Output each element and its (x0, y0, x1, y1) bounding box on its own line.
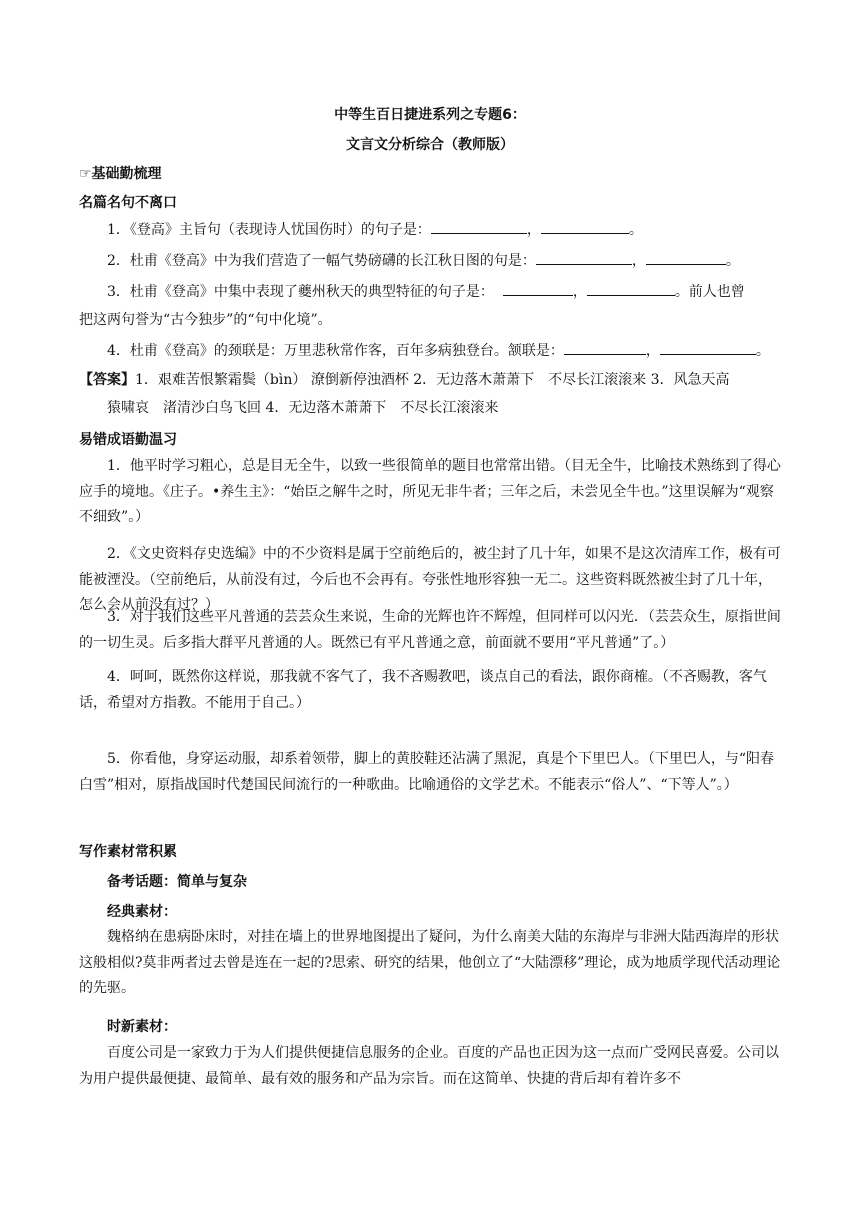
writing-topic: 备考话题：简单与复杂 (107, 874, 247, 890)
idiom-item-1: 1．他平时学习粗心，总是目无全牛，以致一些很简单的题目也常常出错。（目无全牛，比喻技术熟练到了得心应手的境地。《庄子。•养生主》：“始臣之解牛之时，所见无非牛者；三年之后，未尝见全牛也。”这里误解为“观察不细致”。） (79, 458, 781, 525)
answer-blank[interactable] (587, 281, 675, 296)
idiom-item-4: 4．呵呵，既然你这样说，那我就不客气了，我不吝赐教吧，谈点自己的看法，跟你商榷。（不吝赐教，客气话，希望对方指教。不能用于自己。） (79, 669, 767, 711)
answer-blank[interactable] (646, 250, 726, 265)
question-3-continued: 把这两句誉为“古今独步”的“句中化境”。 (79, 312, 332, 328)
answer-blank[interactable] (431, 219, 527, 234)
new-material-heading: 时新素材： (107, 1019, 177, 1035)
idiom-item-5: 5．你看他，身穿运动服，却系着领带，脚上的黄胶鞋还沾满了黑泥，真是个下里巴人。（下里巴人，与“阳春白雪”相对，原指战国时代楚国民间流行的一种歌曲。比喻通俗的文学艺术。不能表示“俗人”、“下等人”。） (79, 751, 775, 793)
answer-blank[interactable] (541, 219, 629, 234)
heading-famous-lines: 名篇名句不离口 (79, 195, 177, 211)
idiom-item-3: 3．对于我们这些平凡普通的芸芸众生来说，生命的光辉也许不辉煌，但同样可以闪光．（芸芸众生，原指世间的一切生灵。后多指大群平凡普通的人。既然已有平凡普通之意，前面就不要用“平凡普通”了。） (79, 609, 781, 651)
question-2: 2．杜甫《登高》中为我们营造了一幅气势磅礴的长江秋日图的句是： ， 。 (79, 249, 783, 275)
classic-material-heading: 经典素材： (107, 904, 177, 920)
answer-line-1: 1．艰难苦恨繁霜鬓（bìn） 潦倒新停浊酒杯 2．无边落木萧萧下 不尽长江滚滚来 3．风急天高 (135, 372, 730, 388)
document-title: 中等生百日捷进系列之专题6： (334, 107, 526, 123)
answer-line-2: 猿啸哀 渚清沙白鸟飞回 4．无边落木萧萧下 不尽长江滚滚来 (107, 400, 499, 416)
answer-blank[interactable] (503, 281, 573, 296)
heading-idioms: 易错成语勤温习 (79, 432, 177, 448)
answer-blank[interactable] (564, 340, 646, 355)
heading-writing: 写作素材常积累 (79, 844, 177, 860)
answer-block (79, 366, 789, 422)
question-4: 4．杜甫《登高》的颈联是：万里悲秋常作客，百年多病独登台。颔联是： ， 。 (79, 339, 783, 365)
new-material-text: 百度公司是一家致力于为人们提供便捷信息服务的企业。百度的产品也正因为这一点而广受网民喜爱。公司以为用户提供最便捷、最简单、最有效的服务和产品为宗旨。而在这简单、快捷的背后却有着许多不 (79, 1045, 779, 1087)
answer-blank[interactable] (536, 250, 632, 265)
classic-material-text: 魏格纳在患病卧床时，对挂在墙上的世界地图提出了疑问，为什么南美大陆的东海岸与非洲大陆西海岸的形状这般相似?莫非两者过去曾是连在一起的?思索、研究的结果，他创立了“大陆漂移”理论，成为地质学现代活动理论的先驱。 (79, 929, 781, 996)
document-subtitle: 文言文分析综合（教师版） (346, 137, 514, 153)
answer-label: 【答案】 (79, 372, 135, 388)
section-heading-basic: ☞基础勤梳理 (79, 166, 162, 182)
idiom-item-2: 2．《文史资料存史选编》中的不少资料是属于空前绝后的，被尘封了几十年，如果不是这次清库工作，极有可能被湮没。（空前绝后，从前没有过，今后也不会再有。夸张性地形容独一无二。这些资料既然被尘封了几十年，怎么会从前没有过？） (79, 546, 781, 613)
question-3: 3．杜甫《登高》中集中表现了夔州秋天的典型特征的句子是： ， 。前人也曾 (79, 280, 783, 306)
question-1: 1．《登高》主旨句（表现诗人忧国伤时）的句子是： ， 。 (79, 218, 783, 244)
answer-blank[interactable] (660, 340, 756, 355)
